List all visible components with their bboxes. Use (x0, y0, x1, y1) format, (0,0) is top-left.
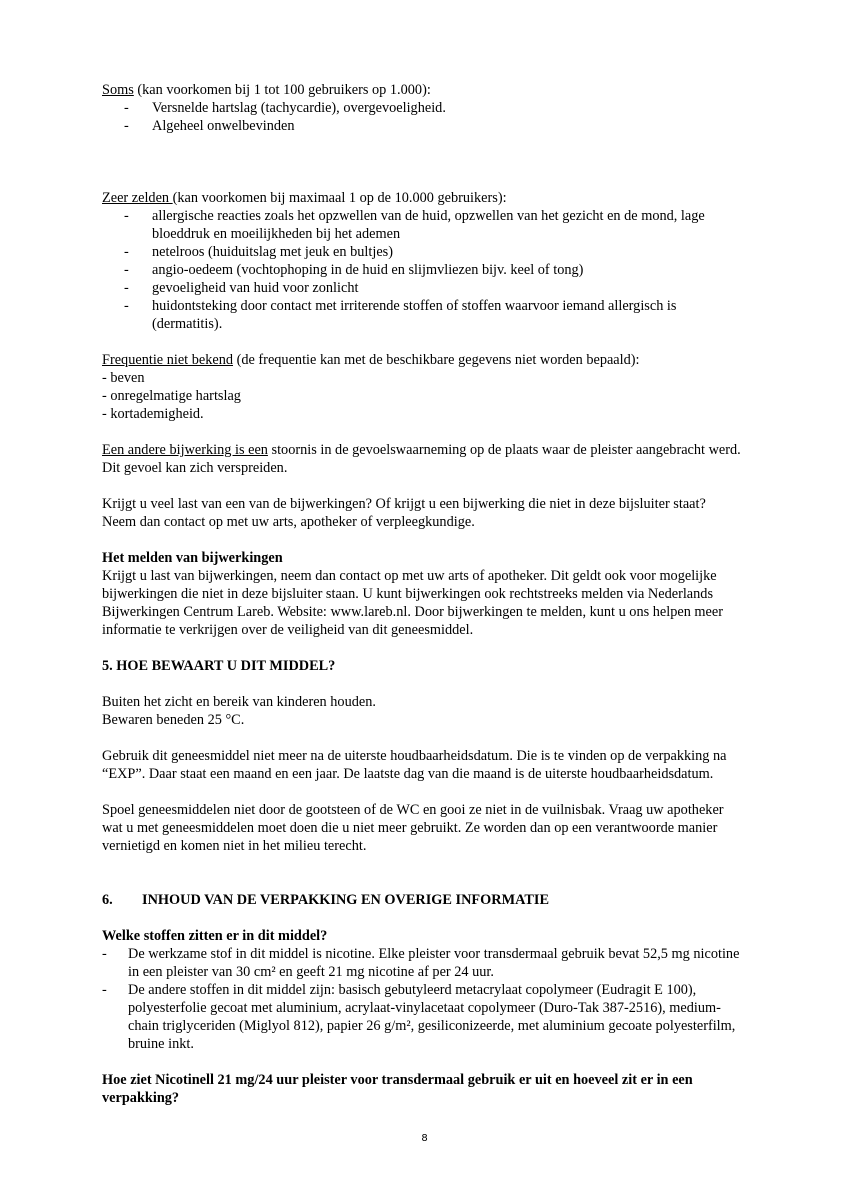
section6-number: 6. (102, 892, 113, 908)
soms-label: Soms (102, 82, 134, 98)
list-item: - netelroos (huiduitslag met jeuk en bultjes) (102, 243, 742, 261)
andere-rest: stoornis in de gevoelswaarneming op de plaats waar de pleister aangebracht werd. Dit gevoel kan zich verspreiden. (102, 442, 741, 476)
list-item: - gevoeligheid van huid voor zonlicht (102, 279, 742, 297)
melden-heading: Het melden van bijwerkingen (102, 550, 283, 566)
section6-subheading-appearance: Hoe ziet Nicotinell 21 mg/24 uur pleister voor transdermaal gebruik er uit en hoeveel zit er in een verpakking? (102, 1072, 693, 1106)
frequentie-rest: (de frequentie kan met de beschikbare gegevens niet worden bepaald): (233, 352, 640, 368)
section5-line: Buiten het zicht en bereik van kinderen houden. (102, 694, 376, 710)
list-item: - kortademigheid. (102, 406, 204, 422)
andere-label: Een andere bijwerking is een (102, 442, 268, 458)
veel-last-paragraph: Krijgt u veel last van een van de bijwerkingen? Of krijgt u een bijwerking die niet in deze bijsluiter staat? Neem dan contact op met uw arts, apotheker of verpleegkundige. (102, 496, 706, 530)
list-item: - beven (102, 370, 145, 386)
list-item: - angio-oedeem (vochtophoping in de huid en slijmvliezen bijv. keel of tong) (102, 261, 742, 279)
soms-rest: (kan voorkomen bij 1 tot 100 gebruikers op 1.000): (133, 82, 431, 98)
section6-subheading-ingredients: Welke stoffen zitten er in dit middel? (102, 928, 328, 944)
zeer-zelden-list (102, 207, 742, 333)
section6-heading (102, 891, 742, 909)
section5-heading: 5. HOE BEWAART U DIT MIDDEL? (102, 658, 336, 674)
section5-paragraph-disposal: Spoel geneesmiddelen niet door de gootsteen of de WC en gooi ze niet in de vuilnisbak. Vraag uw apotheker wat u met geneesmiddelen moet doen die u niet meer gebruikt. Ze worden dan op een verantwoorde manier vernietigd en komen niet in het milieu terecht. (102, 802, 724, 854)
zeer-zelden-rest: (kan voorkomen bij maximaal 1 op de 10.000 gebruikers): (172, 190, 507, 206)
list-item: - allergische reacties zoals het opzwellen van de huid, opzwellen van het gezicht en de mond, lage bloeddruk en moeilijkheden bij het ademen (102, 207, 742, 243)
list-item: - De werkzame stof in dit middel is nicotine. Elke pleister voor transdermaal gebruik bevat 52,5 mg nicotine in een pleister van 30 cm² en geeft 21 mg nicotine af per 24 uur. (102, 945, 742, 981)
melden-paragraph: Krijgt u last van bijwerkingen, neem dan contact op met uw arts of apotheker. Dit geldt ook voor mogelijke bijwerkingen die niet in deze bijsluiter staan. U kunt bijwerkingen ook rechtstreeks melden via Nederlands Bijwerkingen Centrum Lareb. Website: www.lareb.nl. Door bijwerkingen te melden, kunt u ons helpen meer informatie te verkrijgen over de veiligheid van dit geneesmiddel. (102, 568, 723, 638)
zeer-zelden-heading (102, 189, 742, 207)
list-item: - huidontsteking door contact met irriterende stoffen of stoffen waarvoor iemand allergisch is (dermatitis). (102, 297, 742, 333)
page-number: 8 (421, 1133, 428, 1144)
zeer-zelden-label: Zeer zelden (102, 190, 173, 206)
frequentie-label: Frequentie niet bekend (102, 352, 234, 368)
soms-list (102, 99, 742, 135)
section6-title: INHOUD VAN DE VERPAKKING EN OVERIGE INFORMATIE (142, 892, 549, 908)
ingredients-list (102, 945, 742, 1053)
section5-line: Bewaren beneden 25 °C. (102, 712, 245, 728)
soms-heading (102, 81, 742, 99)
frequentie-heading (102, 351, 742, 369)
list-item: - De andere stoffen in dit middel zijn: basisch gebutyleerd metacrylaat copolymeer (Eudragit E 100), polyesterfolie gecoat met aluminium, acrylaat-vinylacetaat copolymeer (Duro-Tak 387-2516), medium-chain triglyceriden (Miglyol 812), papier 26 g/m², gesiliconizeerde, met aluminium gecoate polyesterfilm, bruine inkt. (102, 981, 742, 1053)
section5-paragraph-expiry: Gebruik dit geneesmiddel niet meer na de uiterste houdbaarheidsdatum. Die is te vinden op de verpakking na “EXP”. Daar staat een maand en een jaar. De laatste dag van die maand is de uiterste houdbaarheidsdatum. (102, 748, 727, 782)
andere-bijwerking-paragraph (102, 441, 742, 477)
list-item: - Versnelde hartslag (tachycardie), overgevoeligheid. (102, 99, 742, 117)
page-content (102, 81, 742, 1107)
list-item: - onregelmatige hartslag (102, 388, 241, 404)
list-item: - Algeheel onwelbevinden (102, 117, 742, 135)
